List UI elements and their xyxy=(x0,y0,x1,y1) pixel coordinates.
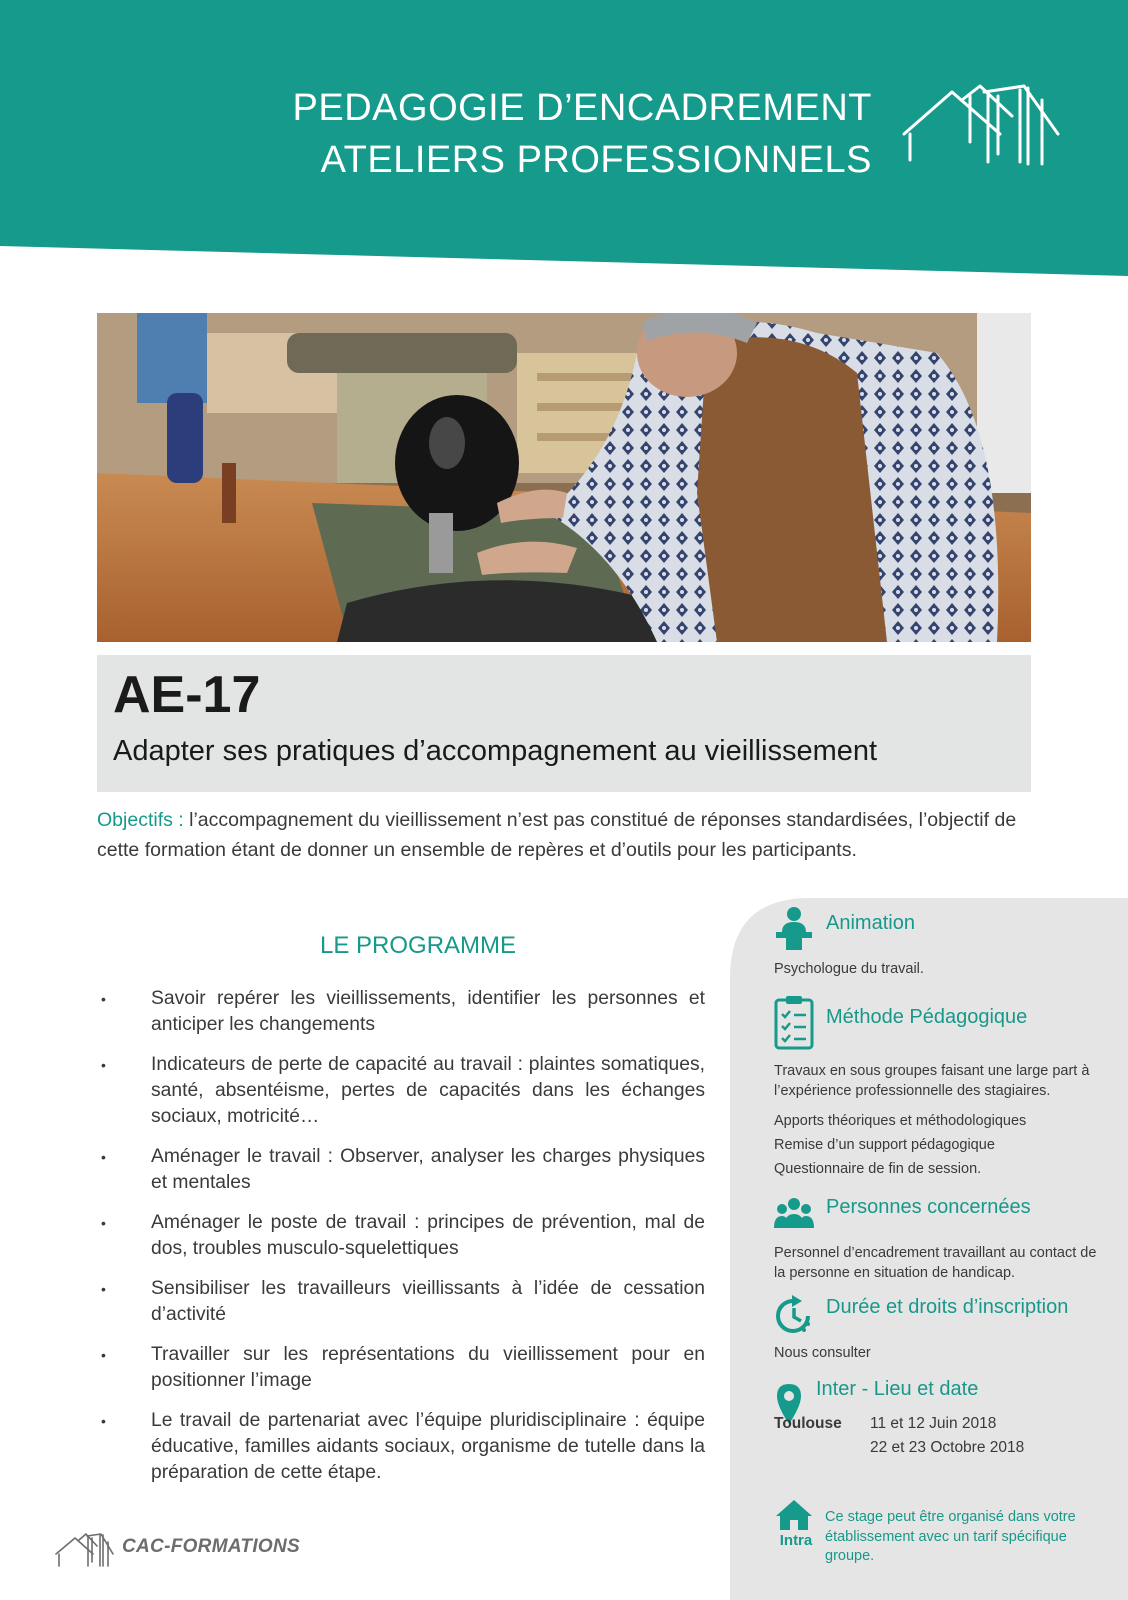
programme-list xyxy=(97,986,705,1500)
header-title xyxy=(293,82,872,186)
workshop-photo xyxy=(97,313,1031,642)
bullet: • xyxy=(101,1281,106,1297)
presenter-icon xyxy=(774,906,814,950)
list-item xyxy=(97,1408,705,1486)
bullet: • xyxy=(101,1413,106,1429)
header-line-1: PEDAGOGIE D’ENCADREMENT xyxy=(292,87,872,129)
intra-icon-label: Intra xyxy=(779,1532,813,1549)
objectives-paragraph xyxy=(97,805,1037,865)
list-item-text: Travailler sur les représentations du vieillissement pour en positionner l’image xyxy=(151,1344,705,1391)
list-item-text: Aménager le poste de travail : principes de prévention, mal de dos, troubles musculo-squelettiques xyxy=(151,1212,705,1259)
methode-line-3: Questionnaire de fin de session. xyxy=(774,1161,982,1177)
lieu-row xyxy=(774,1412,1094,1472)
houses-outline-icon xyxy=(902,82,1062,168)
duree-heading: Durée et droits d’inscription xyxy=(826,1296,1069,1318)
bullet: • xyxy=(101,1215,106,1231)
course-code: AE-17 xyxy=(113,666,261,724)
header-band xyxy=(0,0,1128,280)
list-item xyxy=(97,1144,705,1196)
personnes-heading: Personnes concernées xyxy=(826,1196,1031,1218)
animation-text: Psychologue du travail. xyxy=(774,961,924,977)
clipboard-checklist-icon xyxy=(774,994,814,1050)
list-item-text: Aménager le travail : Observer, analyser les charges physiques et mentales xyxy=(151,1146,705,1193)
course-title: Adapter ses pratiques d’accompagnement au vieillissement xyxy=(113,735,878,767)
info-sidebar xyxy=(730,898,1128,1600)
houses-outline-icon xyxy=(55,1532,115,1568)
list-item xyxy=(97,1276,705,1328)
course-title-box xyxy=(97,655,1031,792)
lieu-date-1: 11 et 12 Juin 2018 xyxy=(870,1415,997,1432)
methode-text: Travaux en sous groupes faisant une large part à l’expérience professionnelle des stagiaires. xyxy=(774,1063,1090,1099)
lieu-heading: Inter - Lieu et date xyxy=(816,1378,979,1400)
objectives-label: Objectifs : xyxy=(97,809,184,831)
list-item-text: Sensibiliser les travailleurs vieillissants à l’idée de cessation d’activité xyxy=(151,1278,705,1325)
lieu-city: Toulouse xyxy=(774,1415,842,1432)
list-item-text: Indicateurs de perte de capacité au travail : plaintes somatiques, santé, absentéisme, pertes de capacités dans les échanges sociaux, motricité… xyxy=(151,1054,705,1127)
duree-text: Nous consulter xyxy=(774,1345,871,1361)
animation-heading: Animation xyxy=(826,912,915,934)
programme-title: LE PROGRAMME xyxy=(320,932,517,959)
list-item-text: Le travail de partenariat avec l’équipe pluridisciplinaire : équipe éducative, familles aidants sociaux, organisme de tutelle dans la préparation de cette étape. xyxy=(151,1410,705,1483)
bullet: • xyxy=(101,991,106,1007)
footer-brand: CAC-FORMATIONS xyxy=(122,1536,300,1557)
methode-line-1: Apports théoriques et méthodologiques xyxy=(774,1113,1027,1129)
list-item-text: Savoir repérer les vieillissements, identifier les personnes et anticiper les changements xyxy=(151,988,705,1035)
list-item xyxy=(97,1342,705,1394)
list-item xyxy=(97,1210,705,1262)
lieu-date-2: 22 et 23 Octobre 2018 xyxy=(870,1439,1025,1456)
header-line-2: ATELIERS PROFESSIONNELS xyxy=(320,139,872,181)
intra-text: Ce stage peut être organisé dans votre établissement avec un tarif spécifique groupe. xyxy=(825,1509,1076,1564)
clock-refresh-icon xyxy=(774,1294,814,1338)
bullet: • xyxy=(101,1347,106,1363)
bullet: • xyxy=(101,1057,106,1073)
people-group-icon xyxy=(774,1194,814,1238)
objectives-text: l’accompagnement du vieillissement n’est pas constitué de réponses standardisées, l’objectif de cette formation étant de donner un ensemble de repères et d’outils pour les participants. xyxy=(97,809,1017,861)
methode-heading: Méthode Pédagogique xyxy=(826,1006,1028,1028)
bullet: • xyxy=(101,1149,106,1165)
methode-line-2: Remise d’un support pédagogique xyxy=(774,1137,995,1153)
list-item xyxy=(97,986,705,1038)
list-item xyxy=(97,1052,705,1130)
personnes-text: Personnel d’encadrement travaillant au contact de la personne en situation de handicap. xyxy=(774,1245,1097,1281)
